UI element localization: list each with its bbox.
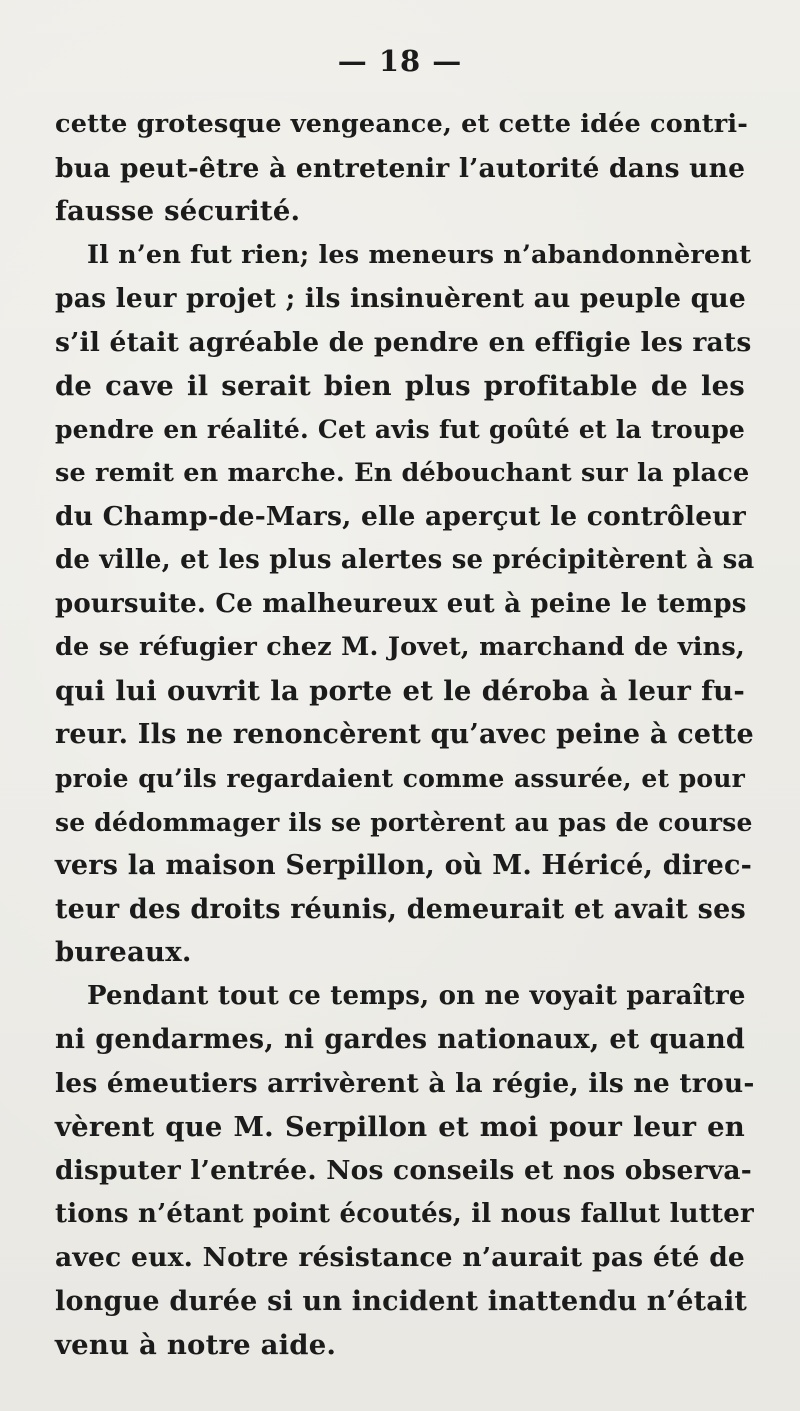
- text-line: longue durée si un incident inattendu n’était: [55, 1286, 748, 1318]
- text-line: pas leur projet ; ils insinuèrent au peuple que: [55, 283, 746, 315]
- text-line: poursuite. Ce malheureux eut à peine le temps: [55, 588, 747, 619]
- page-number: — 18 —: [337, 44, 463, 78]
- text-line: avec eux. Notre résistance n’aurait pas été de: [55, 1242, 745, 1274]
- text-line: de se réfugier chez M. Jovet, marchand de vins,: [55, 632, 745, 663]
- text-line: qui lui ouvrit la porte et le déroba à leur fu-: [55, 674, 745, 707]
- text-line: les émeutiers arrivèrent à la régie, ils ne trou-: [55, 1068, 755, 1100]
- body-text: [55, 103, 755, 1367]
- text-line: vers la maison Serpillon, où M. Héricé, direc-: [55, 850, 753, 882]
- text-line: de cave il serait bien plus profitable de les: [55, 369, 745, 402]
- text-line: s’il était agréable de pendre en effigie les rats: [55, 326, 752, 358]
- text-line: ni gendarmes, ni gardes nationaux, et quand: [55, 1024, 745, 1056]
- text-line: cette grotesque vengeance, et cette idée contri-: [55, 109, 749, 139]
- text-line: tions n’étant point écoutés, il nous fallut lutter: [55, 1198, 754, 1229]
- paragraph: [55, 234, 755, 975]
- text-line: du Champ-de-Mars, elle aperçut le contrôleur: [55, 501, 746, 533]
- text-line: bureaux.: [55, 936, 192, 969]
- text-line: bua peut-être à entretenir l’autorité dans une: [55, 152, 746, 184]
- text-line: reur. Ils ne renoncèrent qu’avec peine à cette: [55, 719, 754, 751]
- text-line: fausse sécurité.: [55, 195, 301, 228]
- text-line: pendre en réalité. Cet avis fut goûté et la troupe: [55, 415, 745, 445]
- text-line: proie qu’ils regardaient comme assurée, et pour: [55, 763, 745, 793]
- text-line: vèrent que M. Serpillon et moi pour leur en: [55, 1110, 745, 1143]
- text-line: Il n’en fut rien; les meneurs n’abandonnèrent: [87, 239, 752, 270]
- paragraph: [55, 103, 749, 234]
- paragraph: [55, 975, 755, 1367]
- text-line: venu à notre aide.: [55, 1328, 337, 1361]
- text-line: de ville, et les plus alertes se précipitèrent à sa: [55, 544, 755, 575]
- text-line: disputer l’entrée. Nos conseils et nos observa-: [55, 1155, 752, 1187]
- text-line: Pendant tout ce temps, on ne voyait paraître: [87, 980, 746, 1011]
- text-line: teur des droits réunis, demeurait et avait ses: [55, 893, 746, 925]
- text-line: se dédommager ils se portèrent au pas de course: [55, 807, 753, 837]
- text-line: se remit en marche. En débouchant sur la place: [55, 457, 750, 488]
